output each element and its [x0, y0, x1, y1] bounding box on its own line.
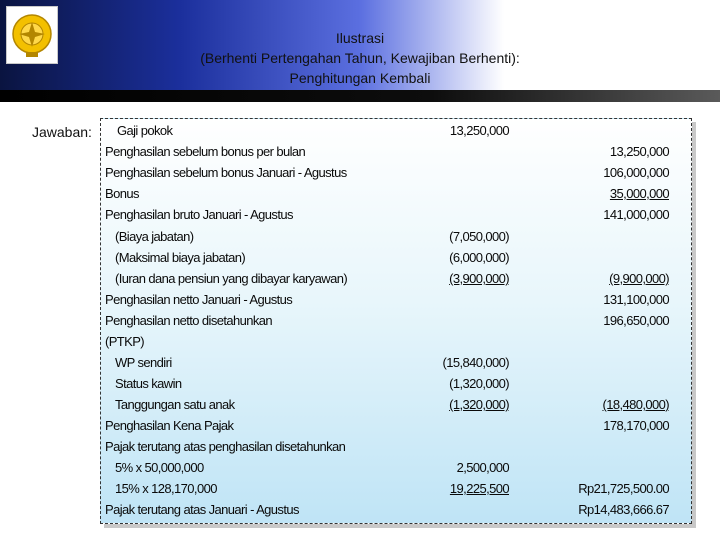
row-label: Pajak terutang atas Januari - Agustus [105, 502, 299, 517]
row-value-1: 13,250,000 [449, 123, 509, 138]
row-value-1: 2,500,000 [456, 460, 509, 475]
row-value-1: 19,225,500 [449, 481, 509, 496]
row-label: 15% x 128,170,000 [115, 481, 217, 496]
row-label: Tanggungan satu anak [115, 397, 235, 412]
row-value-2: 196,650,000 [603, 313, 669, 328]
slide-title [150, 28, 570, 88]
row-label: WP sendiri [115, 355, 172, 370]
university-seal-icon [10, 10, 54, 60]
row-value-2: 106,000,000 [603, 165, 669, 180]
row-label: (Iuran dana pensiun yang dibayar karyawan) [115, 271, 348, 286]
table-row [101, 165, 691, 185]
table-row [101, 334, 691, 354]
row-label: Pajak terutang atas penghasilan disetahunkan [105, 439, 346, 454]
table-row [101, 144, 691, 164]
table-row [101, 502, 691, 522]
row-value-2: (18,480,000) [602, 397, 669, 412]
table-row [101, 355, 691, 375]
row-label: Penghasilan bruto Januari - Agustus [105, 207, 293, 222]
table-row [101, 271, 691, 291]
table-row [101, 439, 691, 459]
row-label: Gaji pokok [117, 123, 173, 138]
row-value-2: Rp21,725,500.00 [578, 481, 669, 496]
row-value-2: 131,100,000 [603, 292, 669, 307]
row-value-1: (6,000,000) [449, 250, 509, 265]
logo [6, 6, 58, 64]
row-label: Penghasilan sebelum bonus Januari - Agustus [105, 165, 347, 180]
row-value-1: (1,320,000) [449, 376, 509, 391]
row-label: Bonus [105, 186, 139, 201]
table-row [101, 481, 691, 501]
row-label: (PTKP) [105, 334, 145, 349]
row-label: (Biaya jabatan) [115, 229, 194, 244]
title-line-1: Ilustrasi [335, 30, 385, 46]
table-row [101, 186, 691, 206]
calculation-table [100, 118, 692, 524]
row-value-2: 35,000,000 [609, 186, 669, 201]
answer-label: Jawaban: [32, 124, 92, 140]
row-label: (Maksimal biaya jabatan) [115, 250, 246, 265]
table-row [101, 229, 691, 249]
row-label: Penghasilan sebelum bonus per bulan [105, 144, 306, 159]
row-value-2: (9,900,000) [609, 271, 669, 286]
title-line-3: Penghitungan Kembali [289, 70, 431, 86]
title-line-2: (Berhenti Pertengahan Tahun, Kewajiban Berhenti): [200, 50, 520, 66]
table-row [101, 397, 691, 417]
row-value-2: 141,000,000 [603, 207, 669, 222]
row-label: Penghasilan netto Januari - Agustus [105, 292, 293, 307]
row-value-1: (3,900,000) [449, 271, 509, 286]
table-row [101, 123, 691, 143]
row-value-2: 178,170,000 [603, 418, 669, 433]
row-label: 5% x 50,000,000 [115, 460, 204, 475]
table-row [101, 460, 691, 480]
table-row [101, 376, 691, 396]
table-row [101, 418, 691, 438]
row-value-1: (15,840,000) [442, 355, 509, 370]
header-divider [0, 90, 720, 102]
table-row [101, 292, 691, 312]
row-value-1: (7,050,000) [449, 229, 509, 244]
row-value-2: Rp14,483,666.67 [578, 502, 669, 517]
row-value-1: (1,320,000) [449, 397, 509, 412]
row-label: Penghasilan Kena Pajak [105, 418, 234, 433]
table-row [101, 250, 691, 270]
table-row [101, 207, 691, 227]
table-row [101, 313, 691, 333]
row-label: Status kawin [115, 376, 182, 391]
row-value-2: 13,250,000 [609, 144, 669, 159]
row-label: Penghasilan netto disetahunkan [105, 313, 273, 328]
